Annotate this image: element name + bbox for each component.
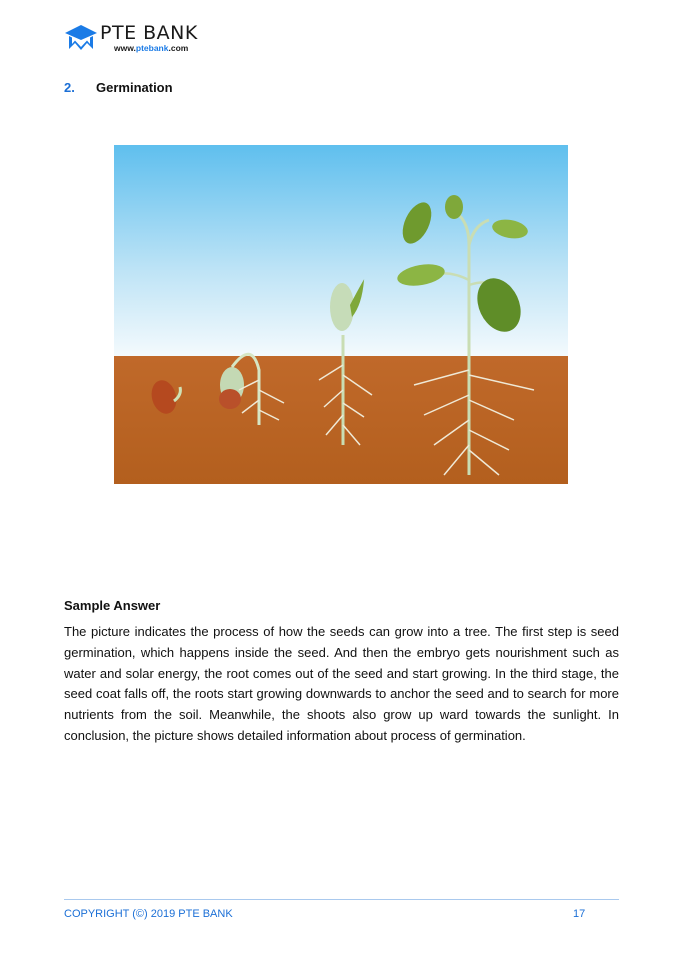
sample-answer-text: The picture indicates the process of how the seeds can grow into a tree. The first step is seed germination, which happens inside the seed. And then the embryo gets nourishment such as water and solar energy, the root comes out of the seed and start growing. In the third stage, the seed coat falls off, the roots start growing downwards to anchor the seed and to search for more nutrients from the soil. Meanwhile, the shoots also grow up ward towards the sunlight. In conclusion, the picture shows detailed information about process of germination. (64, 624, 619, 743)
footer-copyright: COPYRIGHT (©) 2019 PTE BANK (64, 908, 233, 920)
graduation-cap-icon (64, 23, 98, 53)
page-number: 17 (573, 908, 586, 920)
section-heading (64, 80, 173, 95)
section-title: Germination (96, 80, 173, 95)
sample-answer-heading: Sample Answer (64, 598, 161, 613)
logo-title: PTE BANK (100, 21, 198, 44)
section-number: 2. (64, 80, 75, 95)
footer-divider (64, 899, 619, 900)
logo-url: www.ptebank.com (114, 42, 189, 53)
pte-bank-logo (64, 22, 198, 54)
germination-illustration (114, 145, 568, 484)
